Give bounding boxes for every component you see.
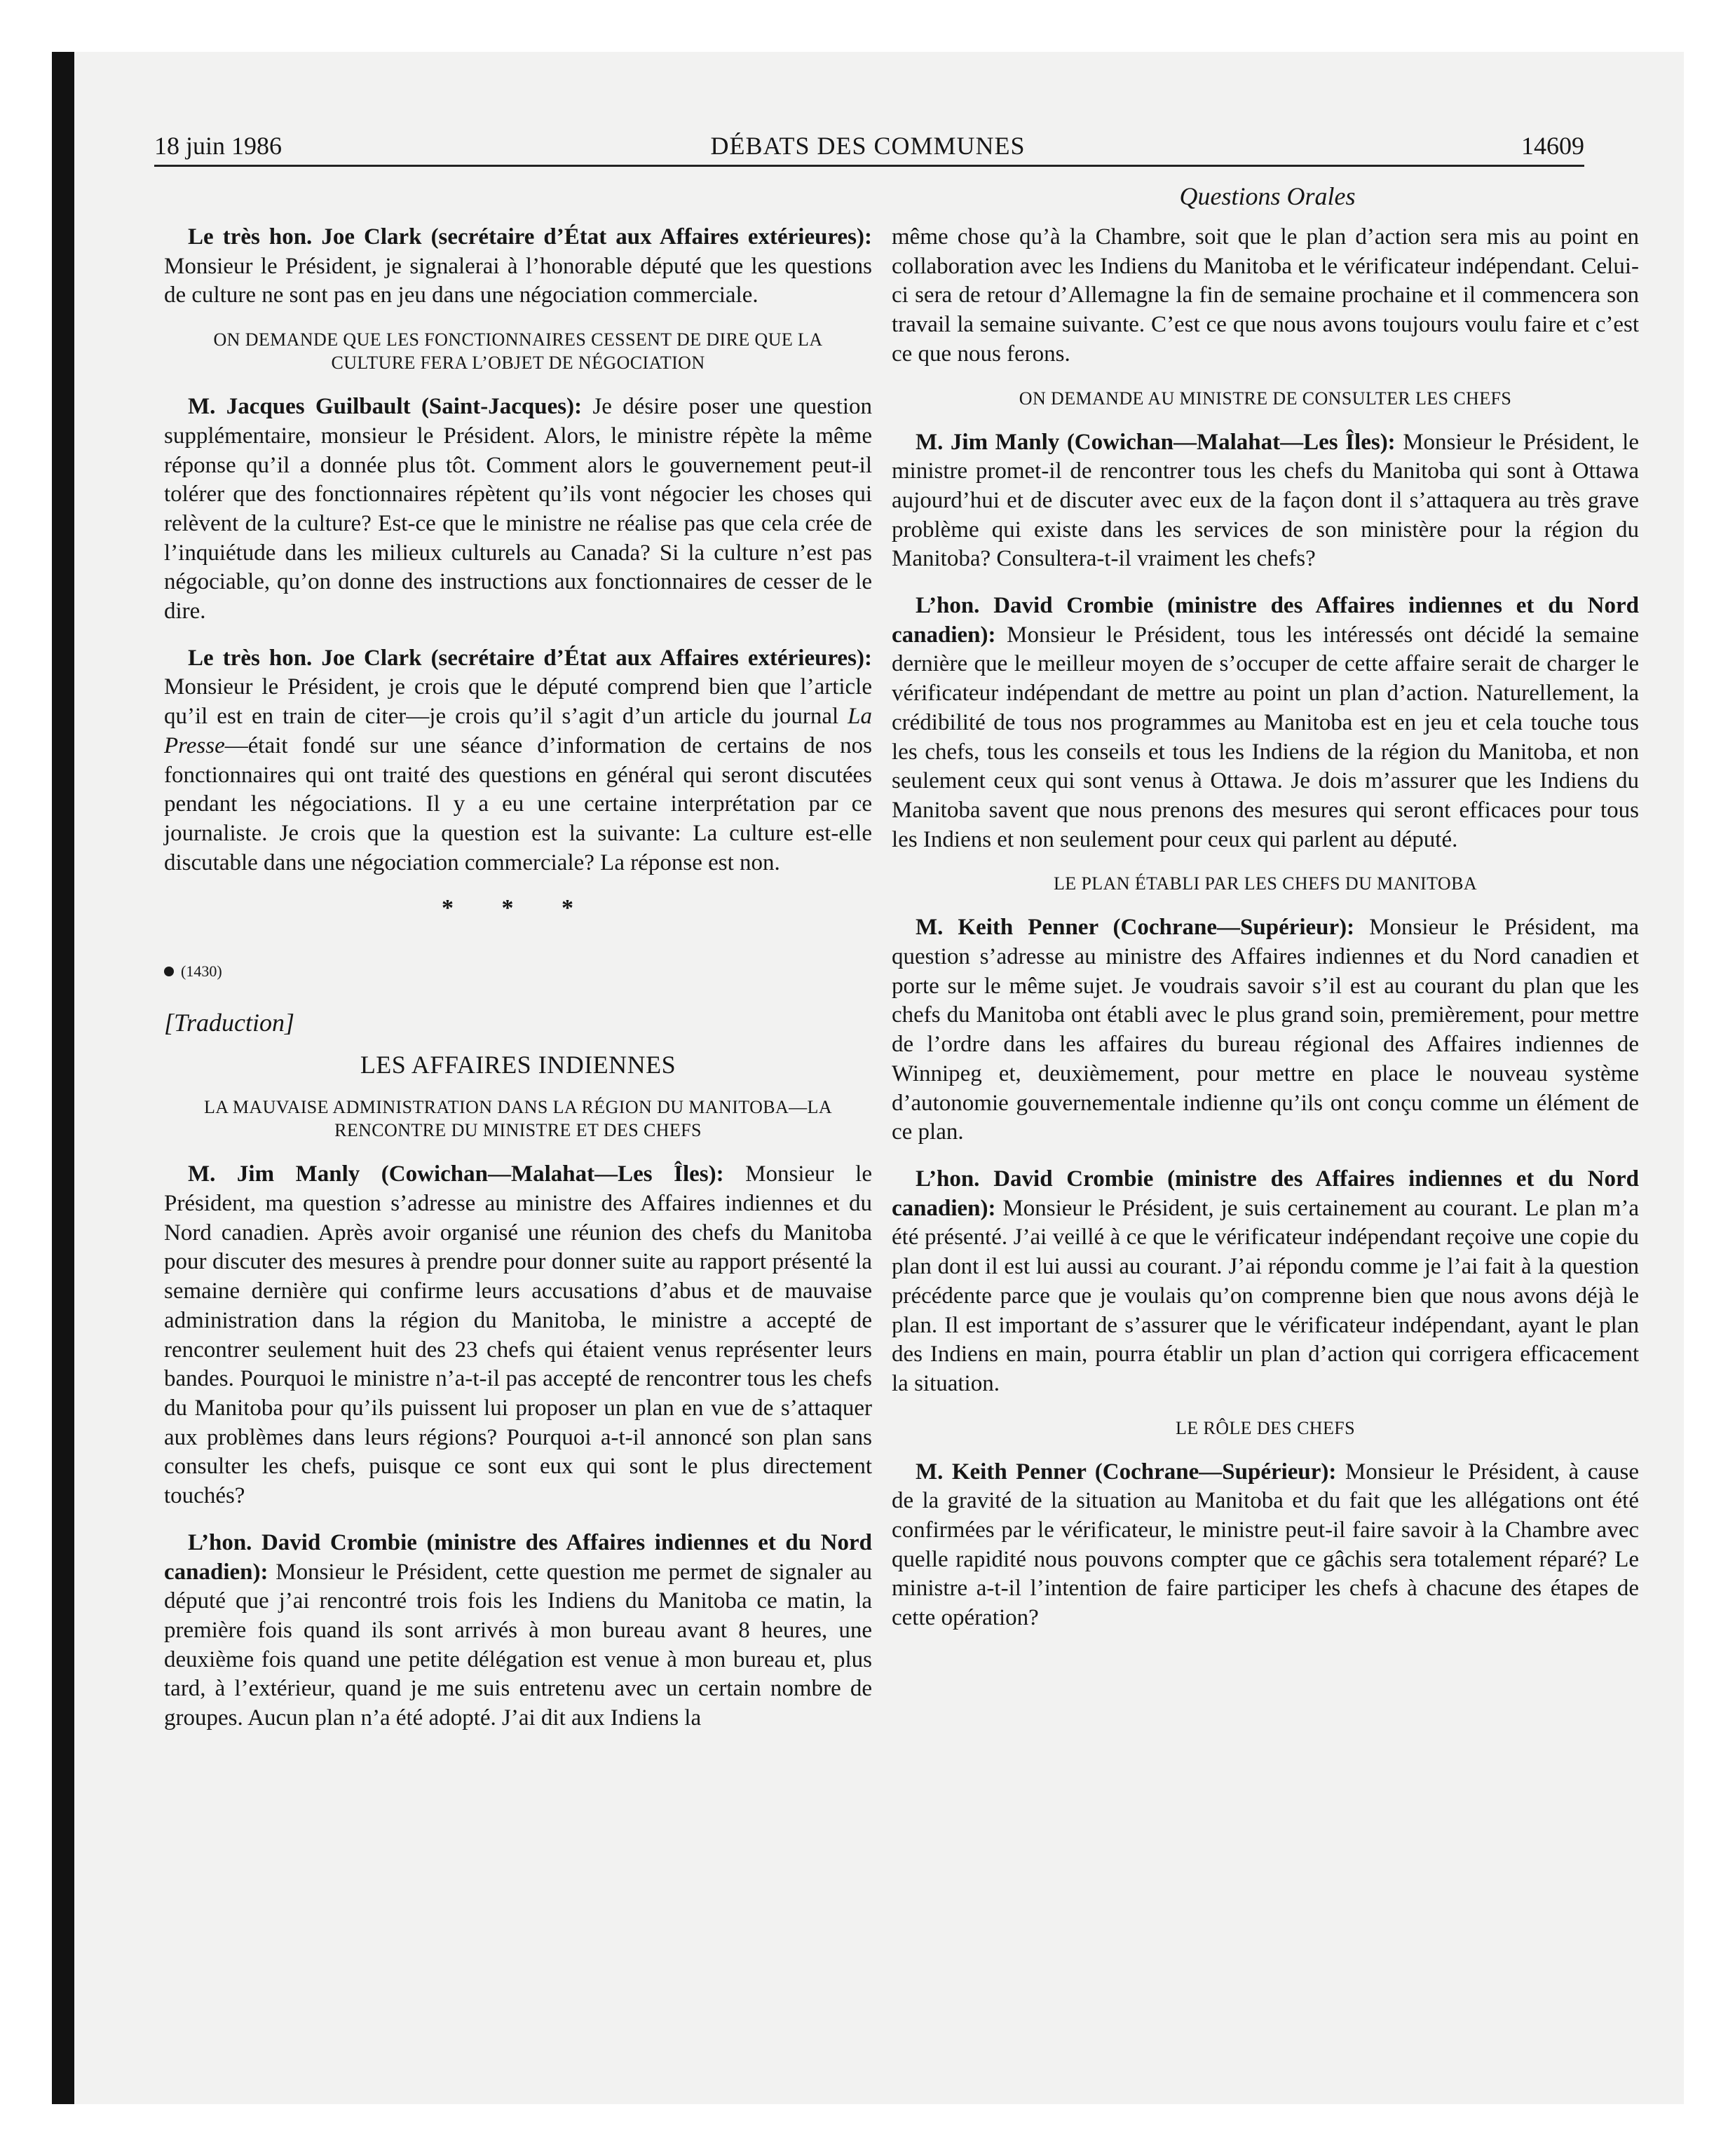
- header-date: 18 juin 1986: [154, 132, 283, 160]
- header-page-number: 14609: [1521, 132, 1584, 160]
- speaker-name: M. Jim Manly (Cowichan—Malahat—Les Îles):: [916, 429, 1396, 455]
- right-column: [892, 223, 1639, 1651]
- paragraph-text: Monsieur le Président, ma question s’adresse au ministre des Affaires indiennes et du Nord canadien. Après avoir organisé une réunion des chefs du Manitoba pour discuter des mesures à prendre pour donner suite au rapport présenté la semaine dernière qui confirme leurs accusations d’abus et de mauvaise administration dans la région du Manitoba, le ministre a accepté de rencontrer seulement huit des 23 chefs qui étaient venus représenter leurs bandes. Pourquoi le ministre n’a-t-il pas accepté de rencontrer tous les chefs du Manitoba pour qu’ils puissent lui proposer un plan en vue de s’attaquer aux problèmes dans leurs régions? Pourquoi a-t-il annoncé son plan sans consulter les chefs, puisque ce sont eux qui sont le plus directement touchés?: [164, 1161, 872, 1509]
- speaker-name: M. Jacques Guilbault (Saint-Jacques):: [188, 394, 583, 420]
- paragraph: [892, 428, 1639, 575]
- speaker-name: L’hon. David Crombie (ministre des Affaires indiennes et du Nord canadien):: [892, 1166, 1639, 1221]
- speaker-name: Le très hon. Joe Clark (secrétaire d’État aux Affaires extérieures):: [188, 645, 872, 671]
- time-marker: [164, 961, 872, 982]
- subheading: LE PLAN ÉTABLI PAR LES CHEFS DU MANITOBA: [1053, 873, 1478, 894]
- rubric-title: LES AFFAIRES INDIENNES: [360, 1051, 676, 1079]
- speaker-name: L’hon. David Crombie (ministre des Affaires indiennes et du Nord canadien):: [164, 1529, 872, 1585]
- paragraph-text: Monsieur le Président, je crois que le député comprend bien que l’article qu’il est en train de citer—je crois qu’il s’agit d’un article du journal: [164, 674, 872, 730]
- time-marker-text: (1430): [181, 962, 222, 981]
- section-heading: Questions Orales: [1179, 182, 1356, 210]
- journal-title: La Presse: [164, 704, 872, 758]
- speaker-name: L’hon. David Crombie (ministre des Affaires indiennes et du Nord canadien):: [892, 593, 1639, 648]
- speaker-name: M. Keith Penner (Cochrane—Supérieur):: [916, 1459, 1337, 1485]
- paragraph: [892, 592, 1639, 854]
- paragraph-text: Monsieur le Président, cette question me permet de signaler au député que j’ai rencontré trois fois les Indiens du Manitoba ce matin, la première fois quand ils sont arrivés à mon bureau avant 8 heures, une deuxième fois quand une petite délégation est venue à mon bureau et, plus tard, à l’extérieur, quand je me suis entretenu avec un certain nombre de groupes. Aucun plan n’a été adopté. J’ai dit aux Indiens la: [164, 1559, 872, 1731]
- paragraph: [892, 1165, 1639, 1399]
- left-column: [164, 223, 872, 1751]
- paragraph-text: Monsieur le Président, je suis certainement au courant. Le plan m’a été présenté. J’ai veillé à ce que le vérificateur indépendant reçoive une copie du plan dont il est lui aussi au courant. J’ai répondu comme je l’ai fait à la question précédente parce que je voulais qu’on comprenne bien que nous avons déjà le plan. Il est important de s’assurer que le vérificateur indépendant, ayant le plan des Indiens en main, pourra établir un plan d’action qui corrigera efficacement la situation.: [892, 1195, 1639, 1396]
- paragraph-text: Monsieur le Président, le ministre promet-il de rencontrer tous les chefs du Manitoba qui sont à Ottawa aujourd’hui et de discuter avec eux de la façon dont il s’attaquera au très grave problème qui existe dans les services de son ministère pour la région du Manitoba? Consultera-t-il vraiment les chefs?: [892, 429, 1639, 572]
- section-separator: * * *: [442, 895, 594, 922]
- subheading: LA MAUVAISE ADMINISTRATION DANS LA RÉGION DU MANITOBA—LA RENCONTRE DU MINISTRE ET DES CHEFS: [203, 1097, 833, 1141]
- header-title: DÉBATS DES COMMUNES: [710, 132, 1026, 160]
- speaker-name: Le très hon. Joe Clark (secrétaire d’État aux Affaires extérieures):: [188, 224, 872, 250]
- speaker-name: M. Jim Manly (Cowichan—Malahat—Les Îles):: [188, 1161, 724, 1187]
- scanned-page: [52, 52, 1684, 2104]
- subheading: ON DEMANDE QUE LES FONCTIONNAIRES CESSENT DE DIRE QUE LA CULTURE FERA L’OBJET DE NÉGOCIATION: [213, 329, 823, 374]
- paragraph: [164, 1529, 872, 1733]
- paragraph: [892, 1458, 1639, 1633]
- translation-note: [Traduction]: [164, 1009, 295, 1037]
- paragraph-text: Je désire poser une question supplémentaire, monsieur le Président. Alors, le ministre répète la même réponse qu’il a donnée plus tôt. Comment alors le gouvernement peut-il tolérer que des fonctionnaires répètent qu’ils vont négocier les choses qui relèvent de la culture? Est-ce que le ministre ne réalise pas que cela crée de l’inquiétude dans les milieux culturels au Canada? Si la culture n’est pas négociable, qu’on donne des instructions aux fonctionnaires de cesser de le dire.: [164, 394, 872, 625]
- header-rule: [154, 165, 1584, 167]
- paragraph-text: —était fondé sur une séance d’information de certains de nos fonctionnaires qui ont traité des questions en général qui seront discutées pendant les négociations. Il y a eu une certaine interprétation par ce journaliste. Je crois que la question est la suivante: La culture est-elle discutable dans une négociation commerciale? La réponse est non.: [164, 732, 872, 875]
- paragraph: [892, 913, 1639, 1147]
- paragraph: [164, 393, 872, 627]
- paragraph-text: Monsieur le Président, je signalerai à l’honorable député que les questions de culture ne sont pas en jeu dans une négociation commerciale.: [164, 253, 872, 308]
- paragraph-text: Monsieur le Président, à cause de la gravité de la situation au Manitoba et du fait que les allégations ont été confirmées par le vérificateur, le ministre peut-il faire savoir à la Chambre avec quelle rapidité nous pouvons compter que ce gâchis sera totalement réparé? Le ministre a-t-il l’intention de faire participer les chefs à chacune des étapes de cette opération?: [892, 1459, 1639, 1631]
- paragraph: [164, 223, 872, 311]
- subheading: ON DEMANDE AU MINISTRE DE CONSULTER LES CHEFS: [1019, 388, 1512, 409]
- scan-edge-bar: [52, 52, 74, 2104]
- bullet-icon: [164, 967, 174, 976]
- paragraph-text: Monsieur le Président, ma question s’adresse au ministre des Affaires indiennes et du Nord canadien et porte sur le même sujet. Je voudrais savoir s’il est au courant du plan que les chefs du Manitoba ont établi avec le plus grand soin, premièrement, pour mettre de l’ordre dans les affaires du bureau régional des Affaires indiennes de Winnipeg et, deuxièmement, pour mettre en place le nouveau système d’autonomie gouvernementale indienne qu’ils ont conçu comme un élément de ce plan.: [892, 915, 1640, 1145]
- paragraph-text: Monsieur le Président, tous les intéressés ont décidé la semaine dernière que le meilleur moyen de s’occuper de cette affaire serait de charger le vérificateur indépendant de mettre au point un plan d’action. Naturellement, la crédibilité de tous nos programmes au Manitoba est en jeu et cela touche tous les chefs, tous les conseils et tous les Indiens de la région du Manitoba, et non seulement ceux qui sont venus à Ottawa. Je dois m’assurer que les Indiens du Manitoba savent que nous prenons des mesures qui seront efficaces pour tous les Indiens et non seulement pour ceux qui parlent au député.: [892, 622, 1639, 852]
- subheading: LE RÔLE DES CHEFS: [1176, 1417, 1355, 1438]
- paragraph: [164, 1160, 872, 1510]
- speaker-name: M. Keith Penner (Cochrane—Supérieur):: [916, 915, 1355, 941]
- paragraph: [164, 644, 872, 878]
- paragraph-continuation: même chose qu’à la Chambre, soit que le plan d’action sera mis au point en collaboration avec les Indiens du Manitoba et le vérificateur indépendant. Celui-ci sera de retour d’Allemagne la fin de semaine prochaine et il commencera son travail la semaine suivante. C’est ce que nous avons toujours voulu faire et c’est ce que nous ferons.: [892, 224, 1639, 367]
